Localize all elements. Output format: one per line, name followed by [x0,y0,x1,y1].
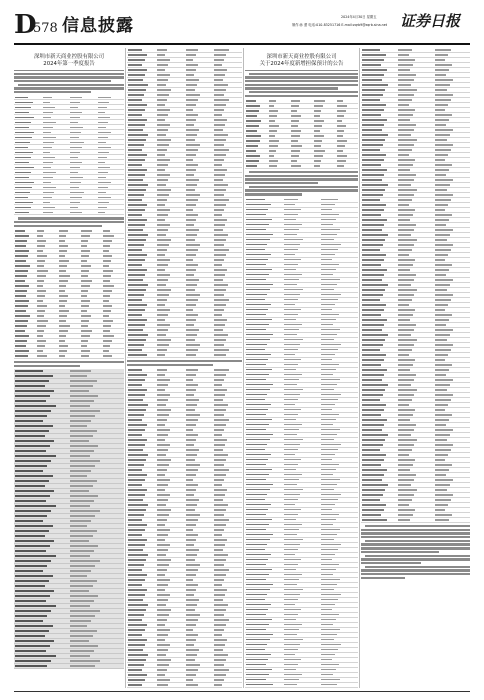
column-quarterly-report [14,48,124,688]
title-rule [14,70,124,71]
column-divider [359,48,360,688]
report-body-text [14,217,124,227]
subsidiary-info-table [361,48,470,523]
report-title: 2024年第一季度报告 [43,61,95,67]
column-guaranteed-parties [361,48,470,688]
footer-rule [14,691,470,692]
report-intro-text [14,73,124,94]
income-statement-table [127,48,242,358]
table-row [14,664,124,669]
column-financial-statements [127,48,242,688]
header-rule [14,43,470,45]
column-guarantee-announcement [245,48,358,688]
page-section-letter: D [14,10,37,40]
balance-sheet-table [14,369,124,669]
column-divider [125,48,126,688]
page-header [0,0,484,46]
title-rule [245,70,358,71]
company-name: 深圳市新天商业控股有限公司 [266,54,337,60]
table-row [127,353,242,358]
statement-notes-text [127,360,242,366]
section-title: 信息披露 [62,16,134,36]
cash-flow-table [127,368,242,688]
table-row [14,210,124,215]
report-notes-text [14,361,124,367]
page-number: 578 [33,21,58,36]
table-row [245,164,358,169]
newspaper-logo: 证券日报 [400,12,461,30]
financial-data-table [14,95,124,215]
table-row [361,518,470,523]
guarantee-limit-table [245,99,358,169]
announcement-body-text [245,171,358,196]
shareholder-table [14,229,124,359]
table-row [14,354,124,359]
announcement-title: 关于2024年度新增担保预计的公告 [259,61,344,67]
column-divider [243,48,244,688]
closing-text [361,525,470,579]
guaranteed-party-table [245,198,358,688]
announcement-intro-text [245,73,358,98]
company-name: 深圳市新天商业控股有限公司 [33,54,105,60]
editor-contact: 制作:孙 蕾 电话:010-83251716 E-mail:zqrb9@zqrb.sina.net [292,23,388,27]
issue-date: 2024年4月30日 星期五 [341,15,377,19]
